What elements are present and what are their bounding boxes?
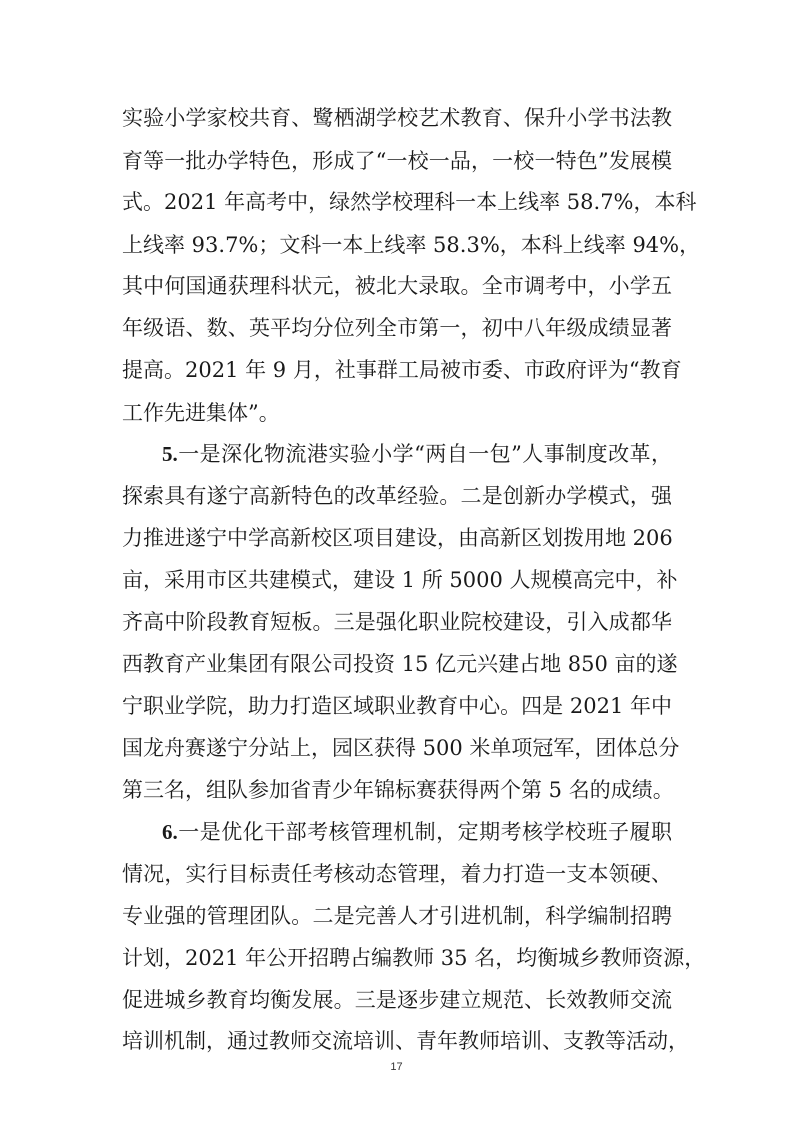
body-text-line: 力推进遂宁中学高新校区项目建设，由高新区划拨用地 206 [122,526,673,550]
body-text-line: 西教育产业集团有限公司投资 15 亿元兴建占地 850 亩的遂 [122,652,678,676]
body-text: 一是优化干部考核管理机制，定期考核学校班子履职 [177,820,672,844]
body-text-line: 促进城乡教育均衡发展。三是逐步建立规范、长效教师交流 [122,988,672,1012]
body-text-line: 探索具有遂宁高新特色的改革经验。二是创新办学模式，强 [122,484,672,508]
body-text-line: 齐高中阶段教育短板。三是强化职业院校建设，引入成都华 [122,610,672,634]
body-text-line: 情况，实行目标责任考核动态管理，着力打造一支本领硬、 [122,862,672,886]
body-text-line: 上线率 93.7%；文科一本上线率 58.3%，本科上线率 94%， [122,233,701,257]
body-text-line: 年级语、数、英平均分位列全市第一，初中八年级成绩显著 [122,316,672,340]
body-text: 一是深化物流港实验小学“两自一包”人事制度改革， [177,442,672,466]
body-text-line: 提高。2021 年 9 月，社事群工局被市委、市政府评为“教育 [122,358,682,382]
body-text-line: 计划，2021 年公开招聘占编教师 35 名，均衡城乡教师资源， [122,946,706,970]
body-text-line: 育等一批办学特色，形成了“一校一品，一校一特色”发展模 [122,149,672,173]
body-text-line: 工作先进集体”。 [122,401,280,425]
body-text-line: 式。2021 年高考中，绿然学校理科一本上线率 58.7%，本科 [122,190,697,214]
paragraph-5-first-line [162,442,672,466]
page-number: 17 [390,1061,403,1073]
body-text-line: 专业强的管理团队。二是完善人才引进机制，科学编制招聘 [122,904,672,928]
paragraph-6-first-line [162,820,672,844]
body-text-line: 培训机制，通过教师交流培训、青年教师培训、支教等活动， [122,1029,689,1053]
paragraph-number: 5. [162,442,178,466]
body-text-line: 亩，采用市区共建模式，建设 1 所 5000 人规模高完中，补 [122,568,678,592]
body-text-line: 国龙舟赛遂宁分站上，园区获得 500 米单项冠军，团体总分 [122,736,680,760]
body-text-line: 其中何国通获理科状元，被北大录取。全市调考中，小学五 [122,274,672,298]
body-text-line: 第三名，组队参加省青少年锦标赛获得两个第 5 名的成绩。 [122,778,674,802]
body-text-line: 实验小学家校共育、鹭栖湖学校艺术教育、保升小学书法教 [122,106,672,130]
body-text-line: 宁职业学院，助力打造区域职业教育中心。四是 2021 年中 [122,694,672,718]
paragraph-number: 6. [162,820,178,844]
